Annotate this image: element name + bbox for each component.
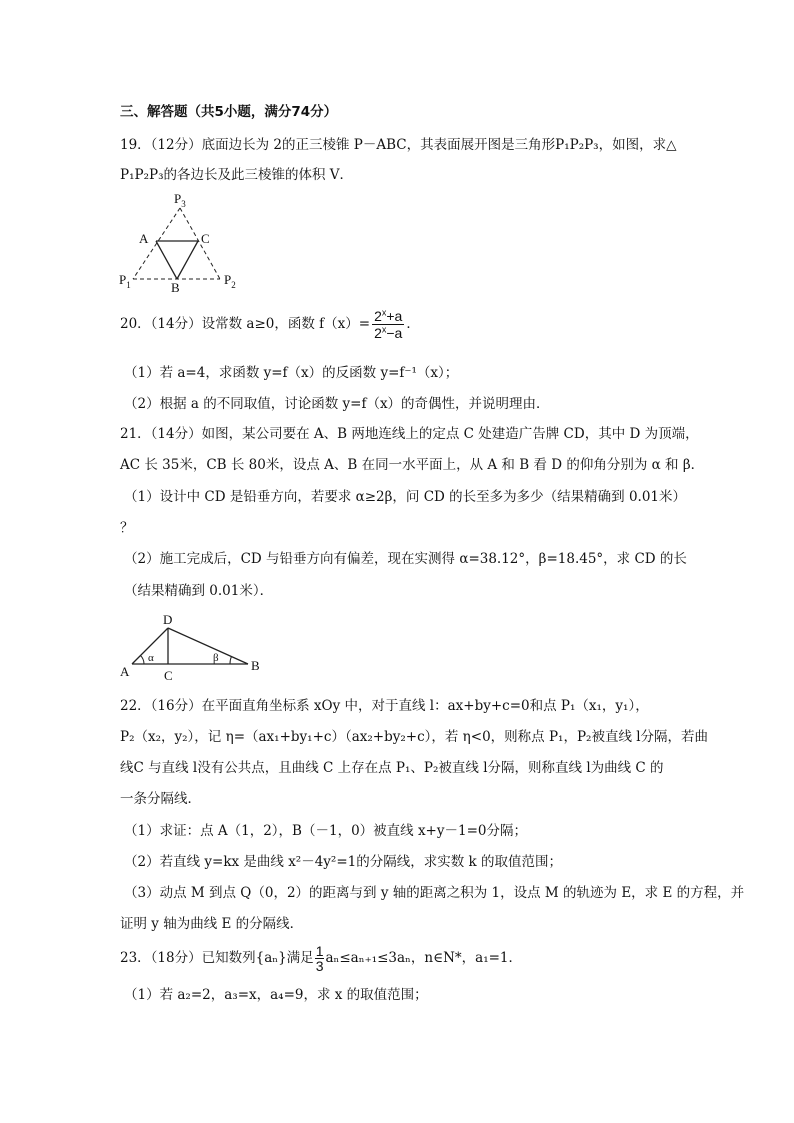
fig-beta-arc <box>230 656 232 664</box>
q21-figure <box>118 612 268 684</box>
q20-suffix: ． <box>406 316 420 332</box>
q21-part1: （1）设计中 CD 是铅垂方向，若要求 α≥2β，问 CD 的长至多为多少（结果精确到 0.01米） <box>124 489 687 505</box>
q21-part1-cont: ？ <box>120 520 134 536</box>
q22-part1: （1）求证：点 A（1，2），B（－1，0）被直线 x+y－1=0分隔； <box>124 823 527 839</box>
q20-prefix: 20．（14分）设常数 a≥0，函数 f（x）= <box>120 316 371 332</box>
q22-line2: P₂（x₂，y₂），记 η=（ax₁+by₁+c）（ax₂+by₂+c），若 η<0，则称点 P₁，P₂被直线 l分隔，若曲 <box>120 729 709 745</box>
q22-line1: 22．（16分）在平面直角坐标系 xOy 中，对于直线 l：ax+by+c=0和点 P₁（x₁，y₁）， <box>120 698 649 714</box>
fig-label-p1: $P_1$ <box>119 272 131 290</box>
q23-line1 <box>120 940 522 976</box>
q23-suffix: aₙ≤aₙ₊₁≤3aₙ，n∈N*，a₁=1． <box>325 950 523 966</box>
fig-label-b2: B <box>251 658 260 673</box>
q21-part2: （2）施工完成后，CD 与铅垂方向有偏差，现在实测得 α=38.12°，β=18.45°，求 CD 的长 <box>124 551 687 567</box>
fig-label-a2: A <box>120 664 130 679</box>
fig-edge-a-b <box>156 241 177 279</box>
q22-line3: 线C 与直线 l没有公共点，且曲线 C 上存在点 P₁、P₂被直线 l分隔，则称直线 l为曲线 C 的 <box>120 760 664 776</box>
fig-label-c2: C <box>164 668 173 683</box>
q19-figure <box>118 188 248 294</box>
q22-part3-cont: 证明 y 轴为曲线 E 的分隔线． <box>120 916 304 932</box>
q20-fraction <box>372 308 404 341</box>
fig-edge-d-b <box>168 628 248 664</box>
q23-fraction: $\frac{1}{3}$ <box>315 943 324 974</box>
q20-frac-den: $2^x-a$ <box>374 324 403 341</box>
fig-edge-p3-p2 <box>180 208 220 279</box>
fig-label-b: B <box>171 280 180 294</box>
q22-line4: 一条分隔线． <box>120 791 201 807</box>
fig-edge-c-b <box>177 241 198 279</box>
fig-label-c: C <box>201 231 210 246</box>
q20-frac-num: $2^x+a$ <box>374 307 403 324</box>
fig-label-p3: $P_3$ <box>174 191 186 209</box>
q20-line1 <box>120 304 420 344</box>
q22-part2: （2）若直线 y=kx 是曲线 x²－4y²=1的分隔线，求实数 k 的取值范围； <box>124 854 563 870</box>
q19-line1: 19．（12分）底面边长为 2的正三棱锥 P－ABC，其表面展开图是三角形P₁P₂P₃，如图，求△ <box>120 137 677 153</box>
q22-part3: （3）动点 M 到点 Q（0，2）的距离与到 y 轴的距离之积为 1，设点 M 的轨迹为 E，求 E 的方程，并 <box>124 885 745 901</box>
q21-line2: AC 长 35米，CB 长 80米，设点 A、B 在同一水平面上，从 A 和 B 看 D 的仰角分别为 α 和 β． <box>120 457 705 473</box>
q23-part1: （1）若 a₂=2，a₃=x，a₄=9，求 x 的取值范围； <box>124 987 428 1003</box>
fig-label-beta: β <box>213 652 219 664</box>
fig-alpha-arc <box>141 656 145 665</box>
q21-part2-cont: （结果精确到 0.01米）． <box>124 583 274 599</box>
q19-line2: P₁P₂P₃的各边长及此三棱锥的体积 V． <box>120 167 354 183</box>
fig-label-a: A <box>139 231 149 246</box>
section-title: 三、解答题（共5小题，满分74分） <box>120 104 338 120</box>
fig-label-alpha: α <box>148 652 154 664</box>
q20-part1: （1）若 a=4，求函数 y=f（x）的反函数 y=f⁻¹（x）； <box>124 365 459 381</box>
q21-line1: 21．（14分）如图，某公司要在 A、B 两地连线上的定点 C 处建造广告牌 CD，其中 D 为顶端， <box>120 426 699 442</box>
q20-part2: （2）根据 a 的不同取值，讨论函数 y=f（x）的奇偶性，并说明理由． <box>124 396 550 412</box>
fig-label-p2: $P_2$ <box>224 272 236 290</box>
fig-label-d: D <box>163 612 173 627</box>
q23-prefix: 23．（18分）已知数列{aₙ}满足 <box>120 950 314 966</box>
